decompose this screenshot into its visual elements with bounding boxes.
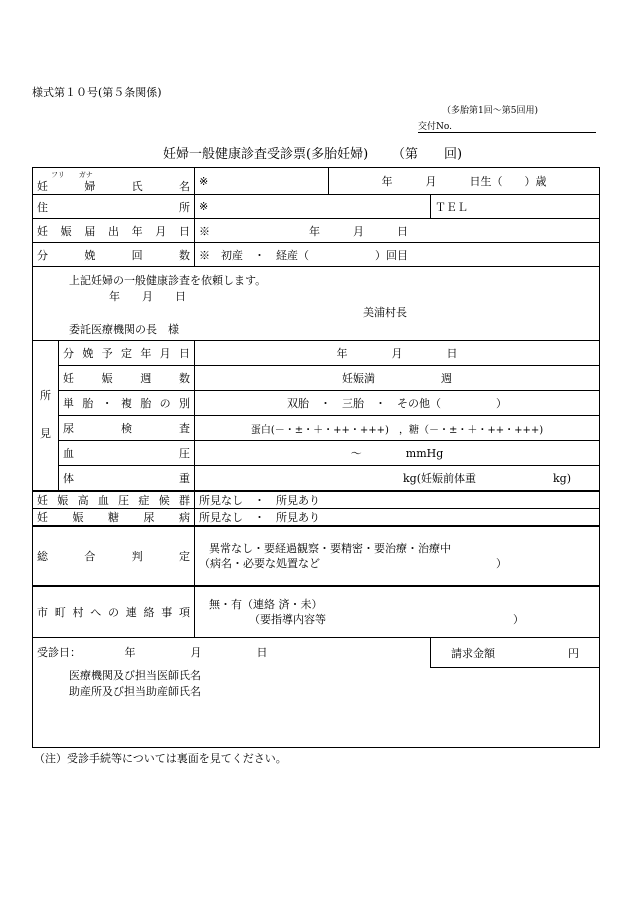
condition-label: 妊 娠 高 血 圧 症 候 群 [33,491,195,509]
findings-row-weeks [33,366,600,391]
findings-row-weight [33,466,600,491]
municipal-label: 市 町 村 へ の 連 絡 事 項 [33,586,195,638]
notification-label-cell: 妊 娠 届 出 年 月 日 [33,219,195,243]
address-row [33,195,600,219]
request-row [33,267,600,341]
visit-date-field[interactable] [33,638,431,668]
tel-field[interactable] [431,195,600,219]
visit-row [33,638,600,668]
name-row [33,168,600,195]
delivery-row [33,243,600,267]
findings-section-label: 所 見 [33,341,59,491]
delivery-label-cell: 分 娩 回 数 [33,243,195,267]
request-text: 上記妊婦の一般健康診査を依頼します。 [69,274,267,287]
judgment-details: （病名・必要な処置など ） [199,556,508,570]
signature-row [33,668,600,748]
findings-value-due-date[interactable]: 年 月 日 [195,341,600,366]
condition-row-hypertension [33,491,600,509]
request-cell [33,267,600,341]
condition-value-diabetes[interactable]: 所見なし ・ 所見あり [195,508,600,526]
findings-label: 分 娩 予 定 年 月 日 [59,341,195,366]
judgment-label: 総 合 判 定 [33,526,195,586]
request-date: 年 月 日 [109,290,186,303]
findings-row-multiplicity [33,391,600,416]
findings-row-due-date [33,341,600,366]
judgment-row [33,526,600,586]
amount-unit: 円 [568,646,580,660]
name-mark: ※ [199,174,209,188]
footer-note: （注）受診手続等については裏面を見てください。 [34,752,287,765]
findings-value-weight[interactable]: kg(妊娠前体重 kg) [195,466,600,491]
findings-value-urine[interactable]: 蛋白(－・±・＋・++・+++) ，糖（－・±・＋・++・+++) [195,416,600,441]
visit-date-label: 受診日： [37,646,81,659]
findings-label: 妊 娠 週 数 [59,366,195,391]
findings-label: 体 重 [59,466,195,491]
findings-value-bp[interactable]: ～ mmHg [195,441,600,466]
municipal-field[interactable] [195,586,600,638]
form-title: 妊婦一般健康診査受診票(多胎妊婦) [163,147,369,162]
findings-value-weeks[interactable]: 妊娠満 週 [195,366,600,391]
visit-date-value: 年 月 日 [124,646,268,659]
address-mark: ※ [199,200,209,213]
visit-number: （第 回) [392,147,463,162]
municipal-details: （要指導内容等 ） [249,612,525,626]
findings-value-multiplicity[interactable]: 双胎 ・ 三胎 ・ その他（ ） [195,391,600,416]
amount-label: 請求金額 [451,646,496,660]
findings-row-bp [33,441,600,466]
address-field[interactable] [195,195,431,219]
findings-row-urine [33,416,600,441]
name-label-cell: フリ ガナ 妊 婦 氏 名 [33,168,195,195]
notification-date-field[interactable]: ※ 年 月 日 [195,219,600,243]
issue-number-field[interactable] [418,119,596,133]
condition-value-hypertension[interactable]: 所見なし ・ 所見あり [195,491,600,509]
exam-form-table [32,167,600,748]
condition-label: 妊 娠 糖 尿 病 [33,508,195,526]
issue-number-label: 交付No. [418,122,452,132]
name-field[interactable] [195,168,329,195]
delivery-count-field[interactable]: ※ 初産 ・ 経産（ ）回目 [195,243,600,267]
judgment-field[interactable] [195,526,600,586]
judgment-options: 異常なし・要経過観察・要精密・要治療・治療中 [209,541,452,555]
municipal-status: 無・有（連絡 済・未） [209,597,323,611]
birthdate-field[interactable]: 年 月 日生（ ）歳 [329,168,600,195]
municipal-row [33,586,600,638]
notification-row [33,219,600,243]
request-recipient: 委託医療機関の長 様 [69,323,179,336]
midwife-label: 助産所及び担当助産師氏名 [69,685,201,698]
usage-note: （多胎第1回～第5回用) [442,106,538,116]
findings-label: 尿 検 査 [59,416,195,441]
findings-label: 単 胎 ・ 複 胎 の 別 [59,391,195,416]
furigana-label: フリ ガナ [51,171,93,179]
address-label-cell: 住 所 [33,195,195,219]
findings-label: 血 圧 [59,441,195,466]
tel-label: ＴＥＬ [435,200,469,214]
amount-field[interactable] [431,638,600,668]
doctor-label: 医療機関及び担当医師氏名 [69,669,201,682]
mayor-name: 美浦村長 [363,306,407,319]
form-number: 様式第１０号(第５条関係) [32,86,162,99]
signature-field[interactable] [33,668,600,748]
condition-row-diabetes [33,508,600,526]
